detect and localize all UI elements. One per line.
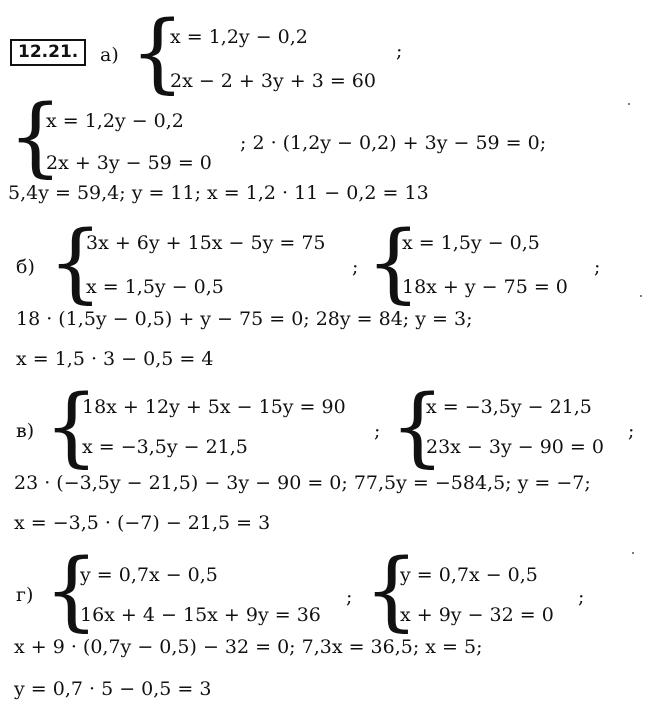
problem-number: 12.21. (10, 39, 86, 66)
part-c-result: x = −3,5 · (−7) − 21,5 = 3 (14, 512, 271, 534)
equation: x = 1,2y − 0,2 (170, 26, 308, 48)
equation: 2x − 2 + 3y + 3 = 60 (170, 70, 376, 92)
brace-icon: { (130, 3, 185, 103)
semicolon: ; (594, 256, 601, 278)
part-d-label: г) (16, 584, 34, 606)
brace-icon: { (44, 377, 99, 477)
equation: x = 1,5y − 0,5 (86, 276, 224, 298)
equation: 18x + y − 75 = 0 (402, 276, 568, 298)
equation: x = −3,5y − 21,5 (82, 436, 248, 458)
part-a-label: а) (100, 44, 119, 66)
part-c-substitution: 23 · (−3,5y − 21,5) − 3y − 90 = 0; 77,5y = −584,5; y = −7; (14, 472, 591, 494)
part-d-substitution: x + 9 · (0,7y − 0,5) − 32 = 0; 7,3x = 36,5; x = 5; (14, 636, 483, 658)
brace-icon: { (366, 213, 421, 313)
brace-icon: { (8, 87, 63, 187)
brace-icon: { (44, 541, 99, 641)
equation: x = 1,5y − 0,5 (402, 232, 540, 254)
part-b-substitution: 18 · (1,5y − 0,5) + y − 75 = 0; 28y = 84; y = 3; (16, 308, 473, 330)
equation: y = 0,7x − 0,5 (80, 564, 218, 586)
scan-speck (640, 295, 642, 297)
part-b-result: x = 1,5 · 3 − 0,5 = 4 (16, 348, 214, 370)
semicolon: ; (352, 256, 359, 278)
brace-icon: { (48, 213, 103, 313)
semicolon: ; (396, 40, 403, 62)
equation: 3x + 6y + 15x − 5y = 75 (86, 232, 326, 254)
equation: x = 1,2y − 0,2 (46, 110, 184, 132)
equation: x = −3,5y − 21,5 (426, 396, 592, 418)
brace-icon: { (390, 377, 445, 477)
equation: 23x − 3y − 90 = 0 (426, 436, 604, 458)
semicolon: ; (578, 586, 585, 608)
semicolon: ; (374, 420, 381, 442)
semicolon: ; (346, 586, 353, 608)
brace-icon: { (364, 541, 419, 641)
part-a-substitution: ; 2 · (1,2y − 0,2) + 3y − 59 = 0; (240, 132, 547, 154)
semicolon: ; (628, 420, 635, 442)
equation: 18x + 12y + 5x − 15y = 90 (82, 396, 346, 418)
equation: x + 9y − 32 = 0 (400, 604, 554, 626)
part-d-result: y = 0,7 · 5 − 0,5 = 3 (14, 678, 212, 700)
part-a-result: 5,4y = 59,4; y = 11; x = 1,2 · 11 − 0,2 = 13 (8, 182, 429, 204)
scan-speck (632, 552, 634, 554)
part-c-label: в) (16, 420, 35, 442)
equation: 16x + 4 − 15x + 9y = 36 (80, 604, 321, 626)
part-b-label: б) (16, 256, 35, 278)
scan-speck (628, 103, 630, 105)
equation: y = 0,7x − 0,5 (400, 564, 538, 586)
equation: 2x + 3y − 59 = 0 (46, 152, 212, 174)
